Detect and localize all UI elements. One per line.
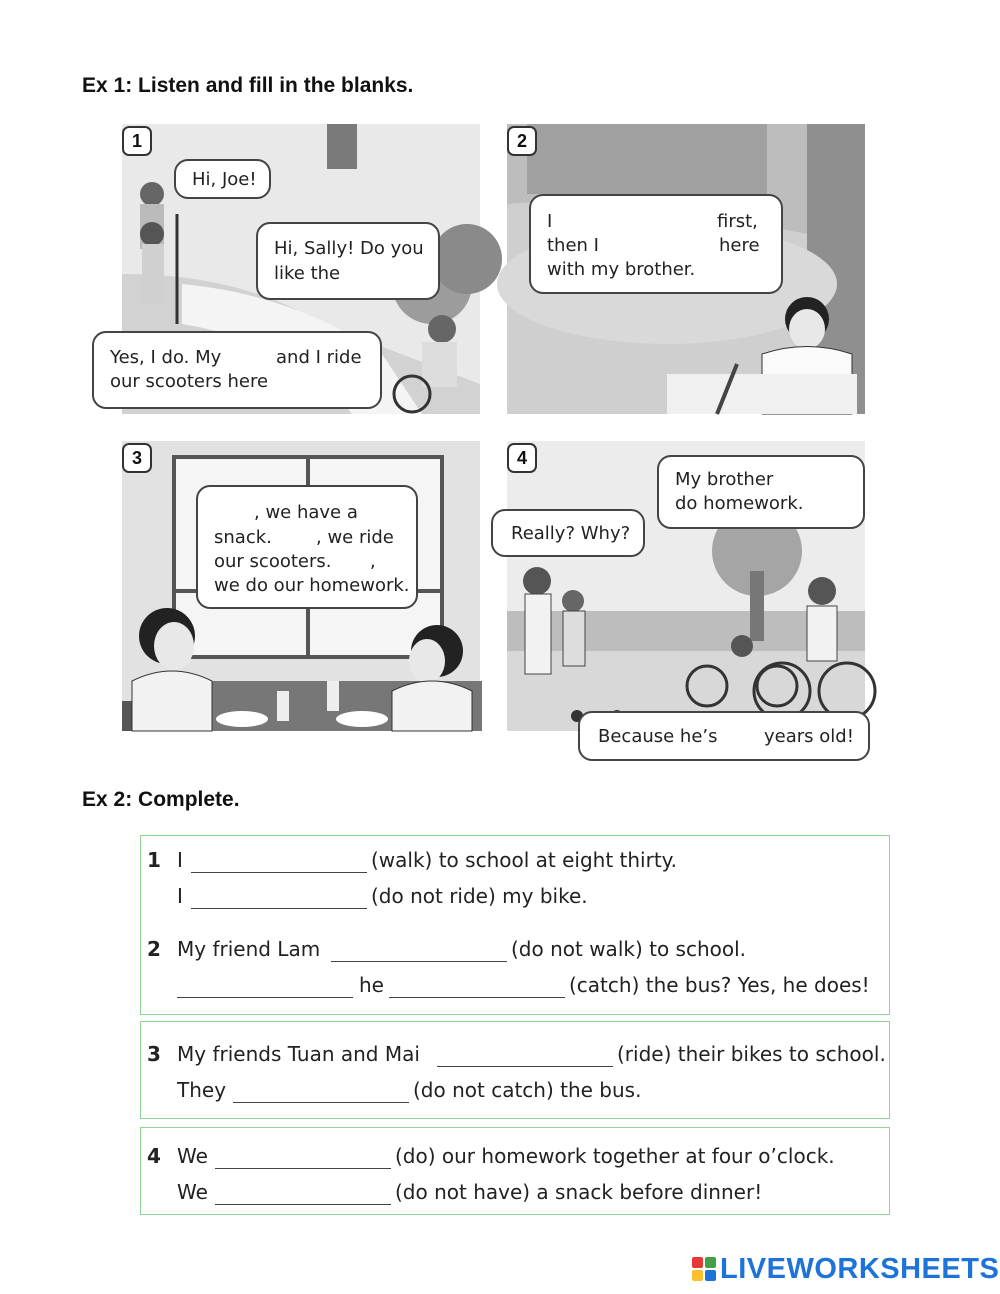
exercise-1-heading: Ex 1: Listen and fill in the blanks.: [82, 74, 414, 97]
liveworksheets-logo: [692, 1252, 999, 1286]
exercise-box: 4 We (do) our homework together at four o’clock. We (do not have) a snack before dinner!: [140, 1127, 890, 1215]
speech-bubble: Yes, I do. My and I ride our scooters here: [92, 331, 382, 409]
answer-blank[interactable]: [177, 997, 353, 998]
comic-panel-1: [110, 124, 480, 414]
exercise-box: 3 My friends Tuan and Mai (ride) their bikes to school. They (do not catch) the bus.: [140, 1021, 890, 1119]
speech-bubble: I first, then I here with my brother.: [529, 194, 783, 294]
answer-blank[interactable]: [215, 1204, 391, 1205]
logo-text: LIVEWORKSHEETS: [720, 1252, 1000, 1285]
speech-bubble: Because he’s years old!: [578, 711, 870, 761]
answer-blank[interactable]: [191, 908, 367, 909]
exercise-box: 1 I (walk) to school at eight thirty. I (do not ride) my bike. 2 My friend Lam (do not walk) to school. he (catch) the bus? Yes, he does!: [140, 835, 890, 1015]
answer-blank[interactable]: [215, 1168, 391, 1169]
panel-2-number: 2: [507, 126, 537, 156]
speech-bubble: Hi, Sally! Do you like the: [256, 222, 440, 300]
answer-blank[interactable]: [191, 872, 367, 873]
answer-blank[interactable]: [331, 961, 507, 962]
speech-bubble: My brother do homework.: [657, 455, 865, 529]
comic-panel-2: [507, 124, 865, 414]
speech-bubble: , we have a snack. , we ride our scooters. , we do our homework.: [196, 485, 418, 609]
panel-1-number: 1: [122, 126, 152, 156]
panel-4-number: 4: [507, 443, 537, 473]
comic-panel-3: [122, 441, 480, 731]
answer-blank[interactable]: [437, 1066, 613, 1067]
logo-icon: [692, 1257, 716, 1281]
panel-3-number: 3: [122, 443, 152, 473]
speech-bubble: Really? Why?: [491, 509, 645, 557]
speech-bubble: Hi, Joe!: [174, 159, 271, 199]
comic-panel-4: [507, 441, 865, 731]
answer-blank[interactable]: [389, 997, 565, 998]
answer-blank[interactable]: [233, 1102, 409, 1103]
exercise-2-heading: Ex 2: Complete.: [82, 788, 240, 811]
